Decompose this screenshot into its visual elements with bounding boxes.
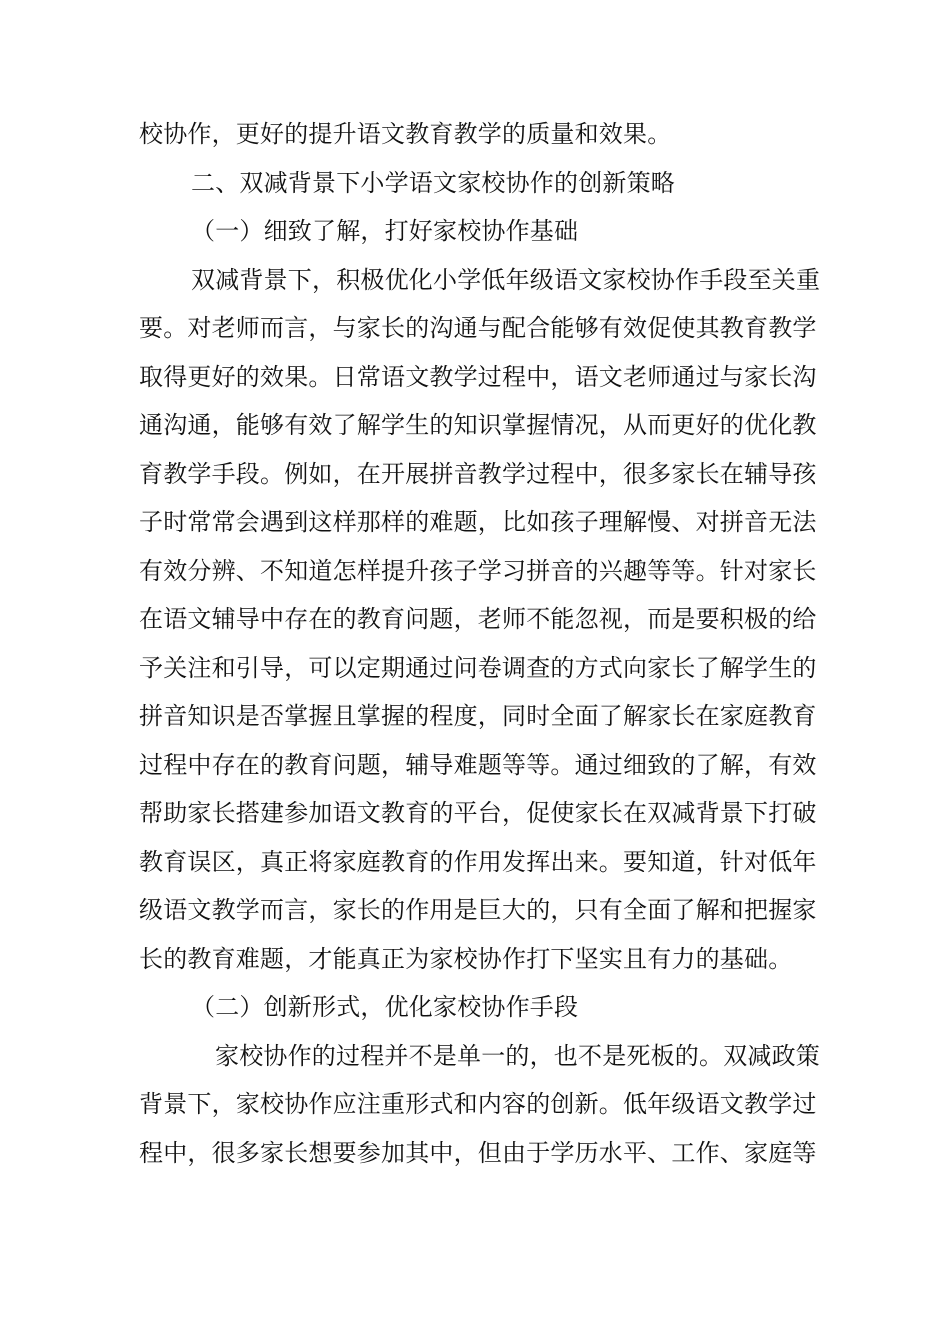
paragraph-line: 拼音知识是否掌握且掌握的程度，同时全面了解家长在家庭教育 <box>139 702 817 730</box>
document-body <box>139 110 829 1177</box>
paragraph-line: 取得更好的效果。日常语文教学过程中，语文老师通过与家长沟 <box>139 362 817 391</box>
paragraph-line: 级语文教学而言，家长的作用是巨大的，只有全面了解和把握家 <box>139 896 817 924</box>
paragraph-line: 教育误区，真正将家庭教育的作用发挥出来。要知道，针对低年 <box>139 847 817 876</box>
paragraph-line: 子时常常会遇到这样那样的难题，比如孩子理解慢、对拼音无法 <box>139 508 817 536</box>
paragraph-line: 帮助家长搭建参加语文教育的平台，促使家长在双减背景下打破 <box>139 799 817 827</box>
paragraph-line: 在语文辅导中存在的教育问题，老师不能忽视，而是要积极的给 <box>139 605 817 633</box>
paragraph-line: 家校协作的过程并不是单一的，也不是死板的。双减政策 <box>215 1041 820 1070</box>
paragraph-line: 长的教育难题，才能真正为家校协作打下坚实且有力的基础。 <box>139 944 793 973</box>
paragraph-line: 要。对老师而言，与家长的沟通与配合能够有效促使其教育教学 <box>139 314 817 342</box>
paragraph-continuation-line: 校协作，更好的提升语文教育教学的质量和效果。 <box>139 120 672 148</box>
paragraph-line: 程中，很多家长想要参加其中，但由于学历水平、工作、家庭等 <box>139 1138 817 1167</box>
paragraph-line: 有效分辨、不知道怎样提升孩子学习拼音的兴趣等等。针对家长 <box>139 556 817 585</box>
section-heading: 二、双减背景下小学语文家校协作的创新策略 <box>191 168 675 197</box>
paragraph-line: 通沟通，能够有效了解学生的知识掌握情况，从而更好的优化教 <box>139 411 817 439</box>
subsection-heading-1: （一）细致了解，打好家校协作基础 <box>191 217 579 245</box>
paragraph-line: 背景下，家校协作应注重形式和内容的创新。低年级语文教学过 <box>139 1090 817 1118</box>
subsection-heading-2: （二）创新形式，优化家校协作手段 <box>191 993 579 1021</box>
paragraph-line: 予关注和引导，可以定期通过问卷调查的方式向家长了解学生的 <box>139 653 817 682</box>
paragraph-line: 育教学手段。例如，在开展拼音教学过程中，很多家长在辅导孩 <box>139 459 817 488</box>
paragraph-line: 过程中存在的教育问题，辅导难题等等。通过细致的了解，有效 <box>139 750 817 779</box>
paragraph-line: 双减背景下，积极优化小学低年级语文家校协作手段至关重 <box>191 265 821 294</box>
